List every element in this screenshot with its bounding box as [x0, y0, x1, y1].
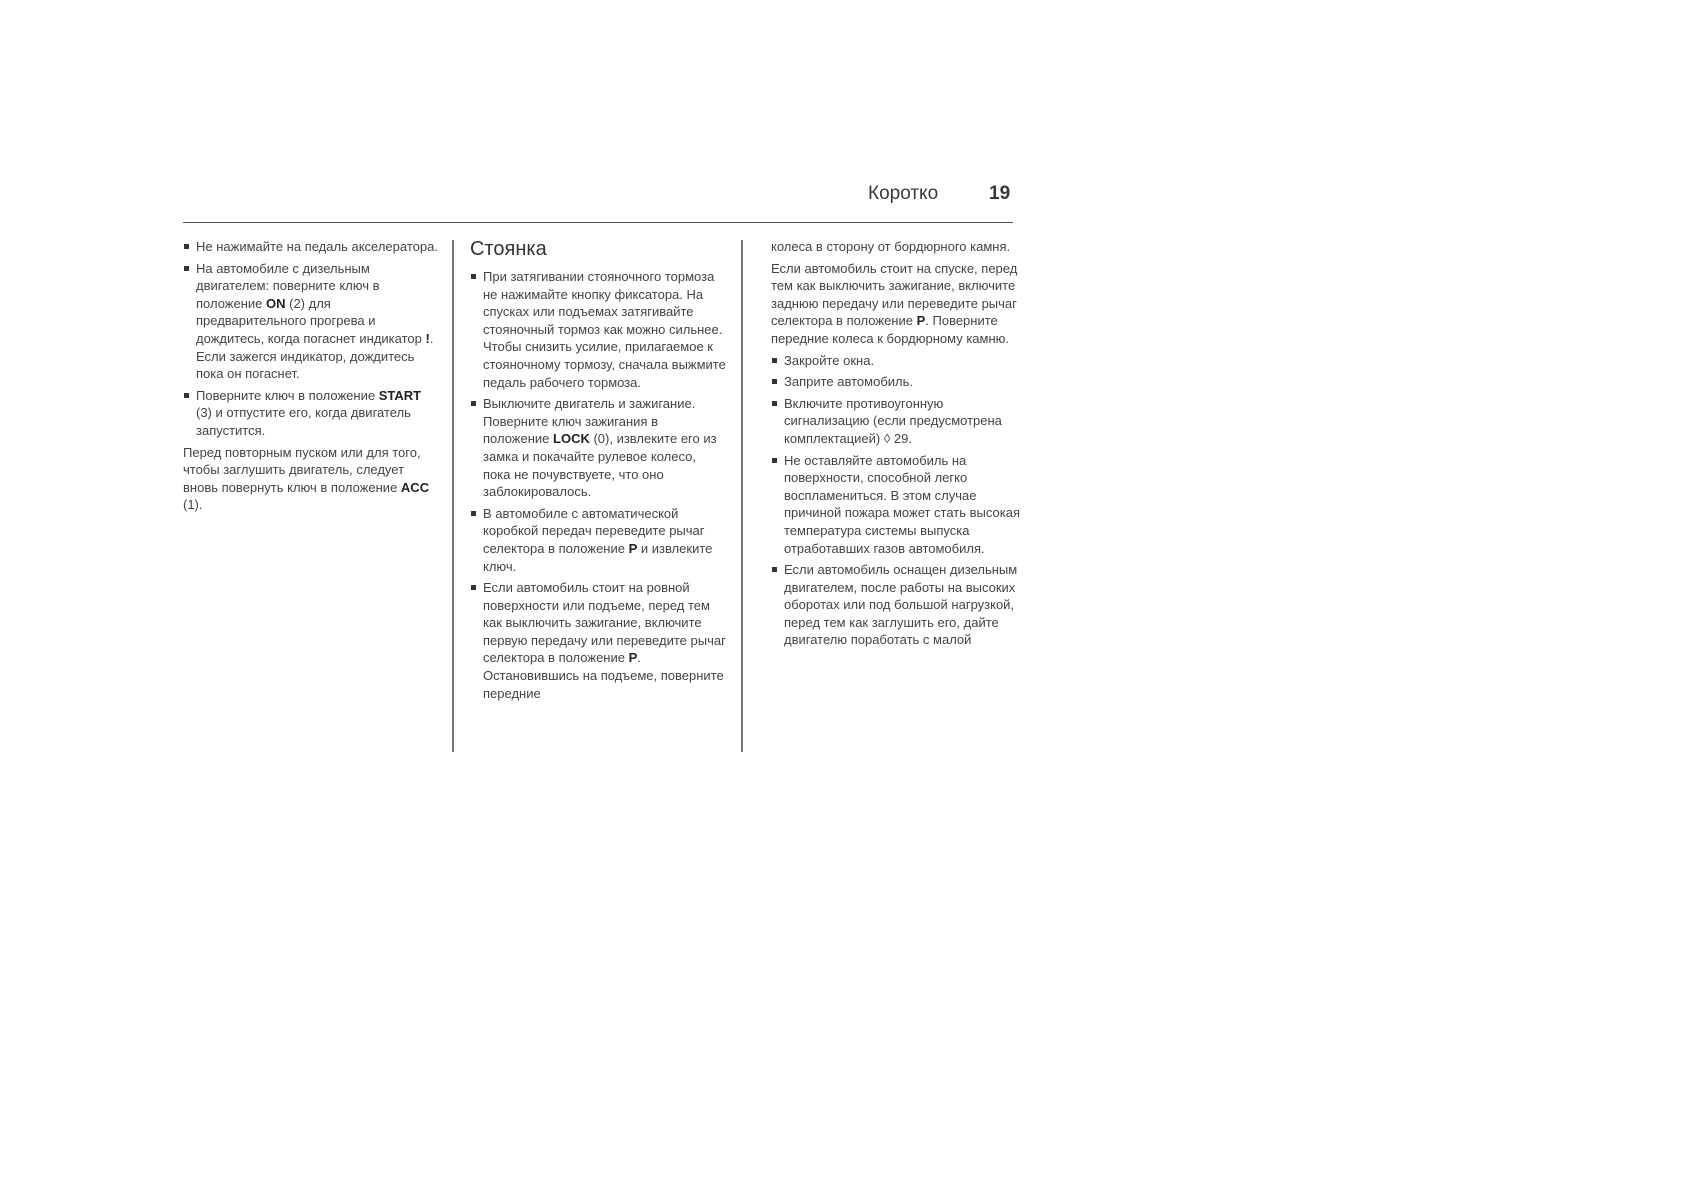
bullet-icon	[471, 274, 476, 279]
section-heading: Стоянка	[470, 238, 547, 260]
bullet-icon	[471, 401, 476, 406]
list-item	[183, 387, 438, 440]
key-position-start: START	[378, 387, 422, 403]
bullet-list	[470, 268, 726, 702]
column-1	[183, 238, 438, 518]
list-item-text: Включите противоугонную сигнализацию (если предусмотрена комплектацией) ◊ 29.	[784, 395, 1002, 446]
list-item	[470, 579, 726, 702]
list-item-text: Не оставляйте автомобиль на поверхности, способной легко воспламениться. В этом случае причиной пожара может стать высокая температура системы выпуска отработавших газов автомобиля.	[784, 452, 1021, 556]
list-item-text: Закройте окна.	[784, 352, 875, 368]
bullet-icon	[471, 511, 476, 516]
column-3	[771, 238, 1021, 653]
bullet-icon	[772, 358, 777, 363]
list-item-text: и извлеките ключ.	[483, 540, 713, 574]
column-divider-1	[452, 240, 454, 752]
list-item-text: Если автомобиль оснащен дизельным двигателем, после работы на высоких оборотах или под большой нагрузкой, перед тем как заглушить его, дайте двигателю поработать с малой	[784, 562, 1018, 648]
selector-position-p: P	[628, 540, 638, 556]
list-item	[470, 268, 726, 391]
list-item	[183, 260, 438, 383]
paragraph-text: Перед повторным пуском или для того, чтобы заглушить двигатель, следует вновь повернуть ключ в положение	[183, 444, 421, 495]
key-position-on: ON	[266, 295, 286, 311]
list-item-text: Если автомобиль стоит на ровной поверхности или подъеме, перед тем как выключить зажигание, включите первую передачу или переведите рычаг селектора в положение	[483, 580, 726, 666]
column-divider-2	[741, 240, 743, 752]
bullet-icon	[772, 379, 777, 384]
list-item-text: (2) для предварительного прогрева и дождитесь, когда погаснет индикатор	[196, 295, 426, 346]
selector-position-p: P	[916, 313, 926, 329]
list-item-text: . Остановившись на подъеме, поверните передние	[483, 650, 724, 701]
list-item	[771, 452, 1021, 558]
key-position-lock: LOCK	[553, 431, 590, 447]
bullet-icon	[184, 244, 189, 249]
list-item-text: На автомобиле с дизельным двигателем: поверните ключ в положение	[196, 260, 380, 311]
bullet-icon	[772, 567, 777, 572]
paragraph	[771, 260, 1021, 348]
list-item-text: (0), извлеките его из замка и покачайте рулевое колесо, пока не почувствуете, что оно заблокировалось.	[483, 431, 717, 500]
bullet-icon	[184, 393, 189, 398]
page-header-title: Коротко	[868, 183, 939, 204]
paragraph	[183, 444, 438, 514]
list-item	[470, 395, 726, 501]
list-item	[183, 238, 438, 256]
paragraph: колеса в сторону от бордюрного камня.	[771, 239, 1011, 254]
list-item	[771, 395, 1021, 448]
list-item-text: Выключите двигатель и зажигание. Поверните ключ зажигания в положение	[483, 396, 696, 447]
list-item	[771, 561, 1021, 649]
paragraph-text: Если автомобиль стоит на спуске, перед тем как выключить зажигание, включите заднюю передачу или переведите рычаг селектора в положение	[771, 260, 1018, 329]
list-item	[771, 373, 1021, 391]
bullet-icon	[471, 585, 476, 590]
list-item-text: . Если зажегся индикатор, дождитесь пока он погаснет.	[196, 330, 434, 382]
list-item-text: В автомобиле с автоматической коробкой передач переведите рычаг селектора в положение	[483, 505, 705, 556]
preheat-indicator-icon: !	[425, 330, 430, 346]
column-2	[470, 238, 726, 706]
list-item-text: Поверните ключ в положение	[196, 387, 379, 403]
bullet-icon	[184, 266, 189, 271]
list-item	[470, 505, 726, 575]
page-number: 19	[989, 183, 1011, 204]
list-item-text: Не нажимайте на педаль акселератора.	[196, 239, 438, 254]
header-divider	[183, 222, 1013, 223]
bullet-list	[771, 352, 1021, 650]
bullet-list	[183, 238, 438, 440]
bullet-icon	[772, 401, 777, 406]
key-position-acc: ACC	[400, 479, 430, 495]
selector-position-p: P	[628, 650, 638, 666]
paragraph-text: . Поверните передние колеса к бордюрному камню.	[771, 313, 1010, 346]
list-item-text: Заприте автомобиль.	[784, 374, 913, 390]
paragraph-text: (1).	[183, 497, 203, 513]
list-item-text: (3) и отпустите его, когда двигатель запустится.	[196, 405, 411, 438]
bullet-icon	[772, 458, 777, 463]
list-item	[771, 352, 1021, 370]
list-item-text: При затягивании стояночного тормоза не нажимайте кнопку фиксатора. На спусках или подъемах затягивайте стояночный тормоз как можно сильнее. Чтобы снизить усилие, прилагаемое к стояночному тормозу, сначала выжмите педаль рабочего тормоза.	[483, 269, 726, 390]
